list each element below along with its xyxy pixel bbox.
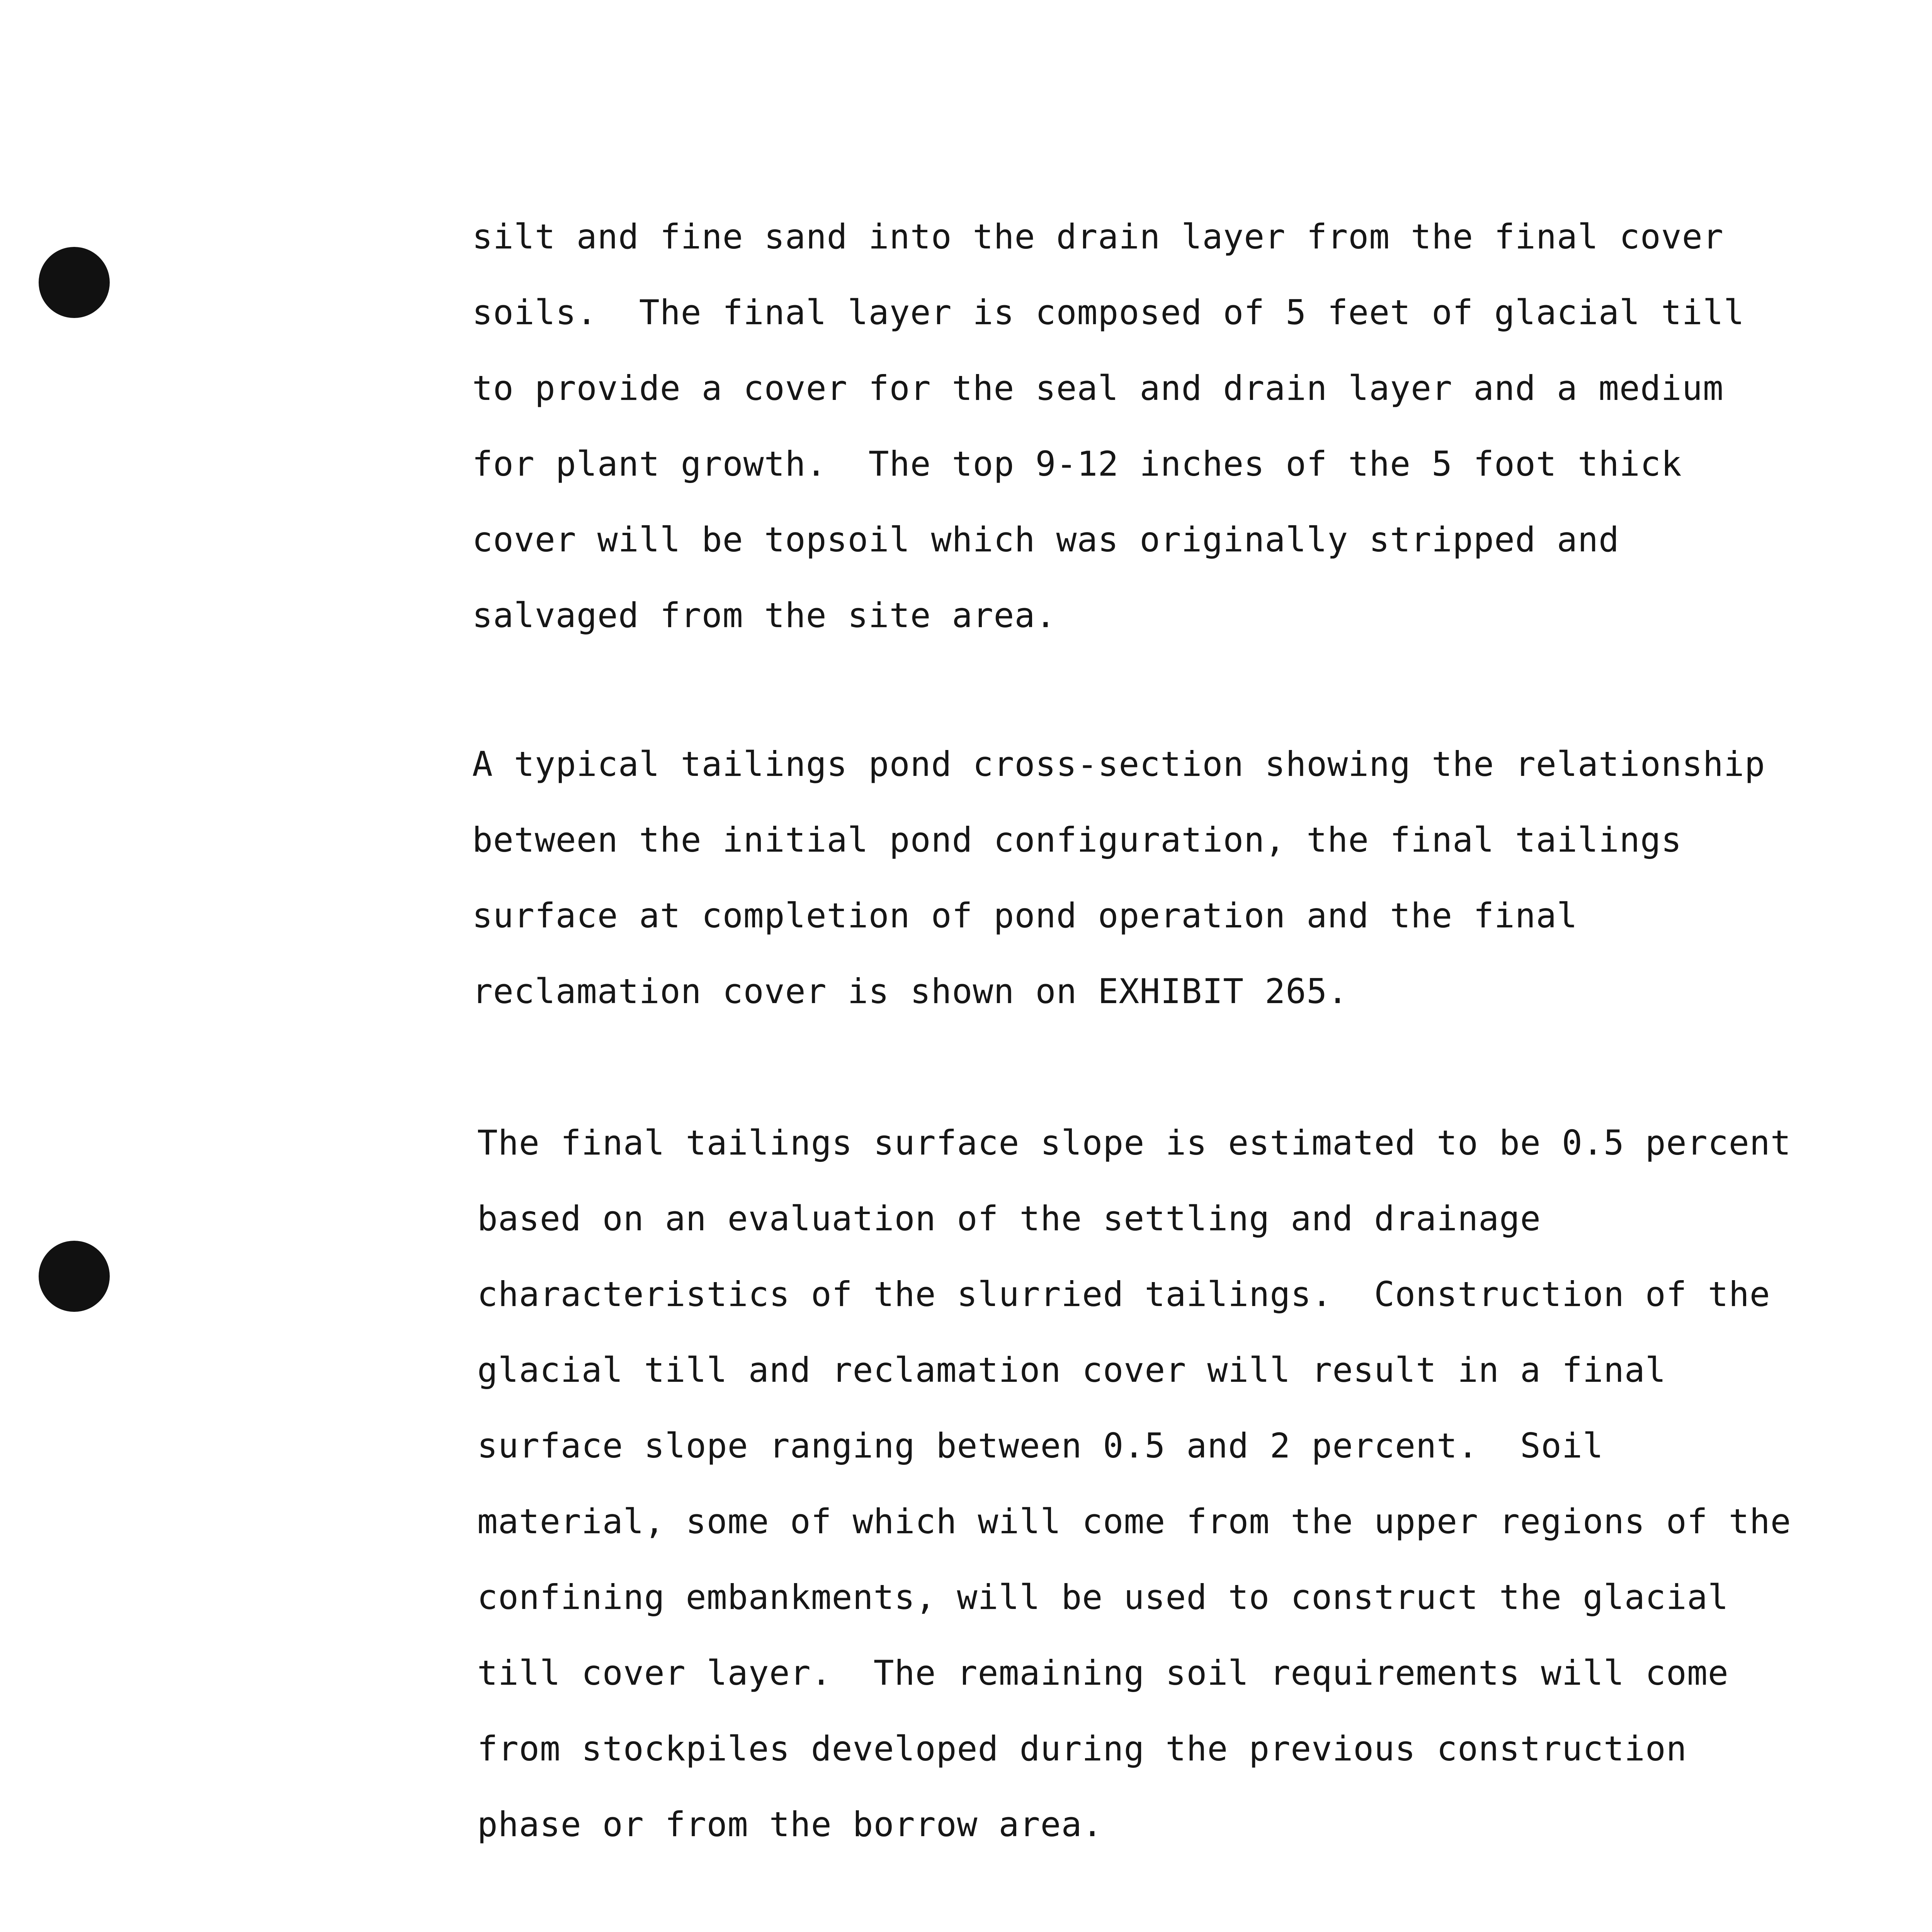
- text-line: The final tailings surface slope is estimated to be 0.5 percent: [477, 1123, 1791, 1163]
- text-line: salvaged from the site area.: [472, 595, 1056, 635]
- text-line: phase or from the borrow area.: [477, 1804, 1103, 1844]
- binder-hole-top: [39, 247, 110, 318]
- text-line: A typical tailings pond cross-section showing the relationship: [472, 744, 1765, 784]
- text-line: based on an evaluation of the settling and drainage: [477, 1199, 1541, 1238]
- text-line: characteristics of the slurried tailings. Construction of the: [477, 1274, 1770, 1314]
- text-line: confining embankments, will be used to construct the glacial: [477, 1577, 1729, 1617]
- text-line: for plant growth. The top 9-12 inches of the 5 foot thick: [472, 444, 1682, 484]
- binder-hole-middle: [39, 1241, 110, 1312]
- paragraph-surface-slope: [477, 1105, 1830, 1862]
- text-line: till cover layer. The remaining soil requirements will come: [477, 1653, 1729, 1693]
- paragraph-cross-section: [472, 726, 1825, 1029]
- text-line: material, some of which will come from the upper regions of the: [477, 1502, 1791, 1541]
- text-line: glacial till and reclamation cover will result in a final: [477, 1350, 1666, 1390]
- text-line: between the initial pond configuration, the final tailings: [472, 820, 1682, 860]
- paragraph-cover-layers: [472, 199, 1825, 653]
- text-line: cover will be topsoil which was originally stripped and: [472, 520, 1619, 560]
- text-line: surface at completion of pond operation and the final: [472, 896, 1578, 935]
- text-line: silt and fine sand into the drain layer from the final cover: [472, 217, 1724, 257]
- text-line: soils. The final layer is composed of 5 feet of glacial till: [472, 293, 1745, 332]
- text-line: from stockpiles developed during the previous construction: [477, 1729, 1687, 1769]
- text-line: reclamation cover is shown on EXHIBIT 265.: [472, 971, 1349, 1011]
- text-line: to provide a cover for the seal and drain layer and a medium: [472, 368, 1724, 408]
- text-line: surface slope ranging between 0.5 and 2 percent. Soil: [477, 1426, 1604, 1466]
